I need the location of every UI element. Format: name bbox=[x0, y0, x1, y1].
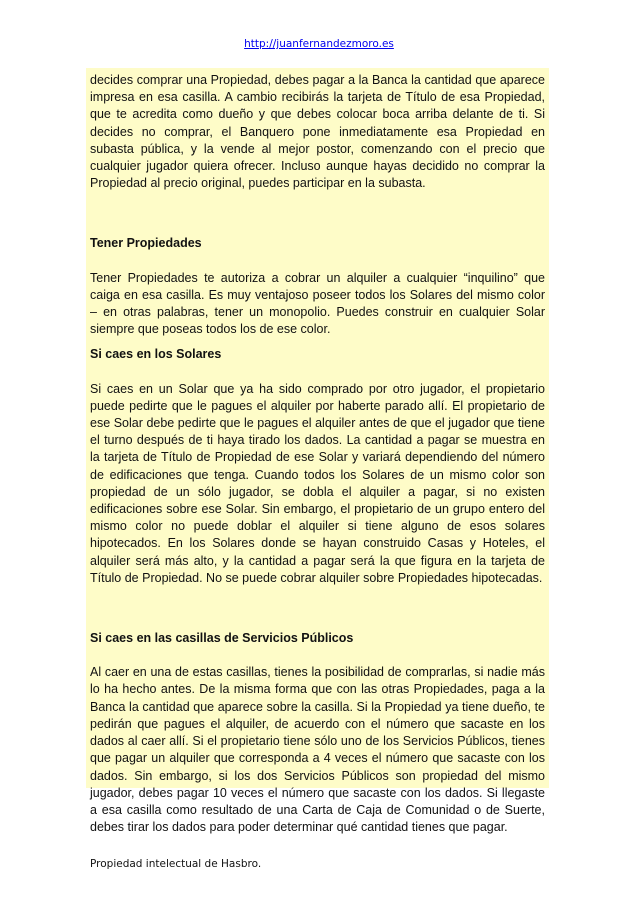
paragraph-solares: Si caes en un Solar que ya ha sido comprado por otro jugador, el propietario puede pedirte que le pagues el alquiler por haberte parado allí. El propietario de ese Solar debe pedirte que le pagues el alquiler antes de que el jugador que tiene el turno después de ti haya tirado los dados. La cantidad a pagar se muestra en la tarjeta de Título de Propiedad de ese Solar y variará dependiendo del número de edificaciones que tenga. Cuando todos los Solares de un mismo color son propiedad de un sólo jugador, se dobla el alquiler a pagar, si no existen edificaciones sobre ese Solar. Sin embargo, el propietario de un grupo entero del mismo color no puede doblar el alquiler si tiene alguno de esos solares hipotecados. En los Solares donde se hayan construido Casas y Hoteles, el alquiler será más alto, y la cantidad a pagar será la que figura en la tarjeta de Título de Propiedad. No se puede cobrar alquiler sobre Propiedades hipotecadas. bbox=[90, 381, 545, 585]
heading-servicios-publicos: Si caes en las casillas de Servicios Públicos bbox=[90, 631, 354, 646]
heading-solares: Si caes en los Solares bbox=[90, 347, 222, 362]
document-body bbox=[86, 68, 549, 835]
footer-copyright: Propiedad intelectual de Hasbro. bbox=[90, 858, 262, 870]
paragraph-buy-property: decides comprar una Propiedad, debes pagar a la Banca la cantidad que aparece impresa en esa casilla. A cambio recibirás la tarjeta de Título de esa Propiedad, que te acredita como dueño y que debes colocar boca arriba delante de ti. Si decides no comprar, el Banquero pone inmediatamente esa Propiedad en subasta pública, y la vende al mejor postor, comenzando con el precio que cualquier jugador quiera ofrecer. Incluso aunque hayas decidido no comprar la Propiedad al precio original, puedes participar en la subasta. bbox=[90, 73, 545, 191]
heading-tener-propiedades: Tener Propiedades bbox=[90, 236, 202, 251]
header-url-link[interactable]: http://juanfernandezmoro.es bbox=[244, 38, 394, 50]
paragraph-servicios-publicos: Al caer en una de estas casillas, tienes la posibilidad de comprarlas, si nadie más lo ha hecho antes. De la misma forma que con las otras Propiedades, paga a la Banca la cantidad que aparece sobre la casilla. Si la Propiedad ya tiene dueño, te pedirán que pagues el alquiler, de acuerdo con el número que sacaste en los dados al caer allí. Si el propietario tiene sólo uno de los Servicios Públicos, tienes que pagar un alquiler que corresponda a 4 veces el número que sacaste con los dados. Sin embargo, si los dos Servicios Públicos son propiedad del mismo jugador, debes pagar 10 veces el número que sacaste con los dados. Si llegaste a esa casilla como resultado de una Carta de Caja de Comunidad o de Suerte, debes tirar los dados para poder determinar qué cantidad tienes que pagar. bbox=[90, 665, 545, 835]
paragraph-tener-propiedades: Tener Propiedades te autoriza a cobrar un alquiler a cualquier “inquilino” que caiga en esa casilla. Es muy ventajoso poseer todos los Solares del mismo color – en otras palabras, tener un monopolio. Puedes construir en cualquier Solar siempre que poseas todos los de ese color. bbox=[90, 270, 545, 337]
